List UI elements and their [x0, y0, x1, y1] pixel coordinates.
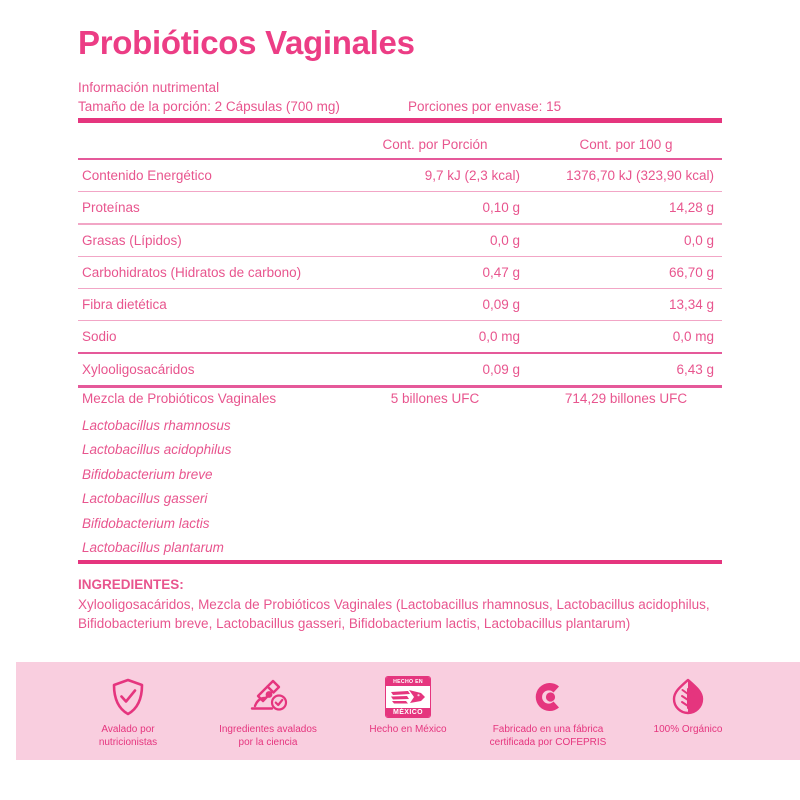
- row-per-serving: 0,0 g: [489, 232, 520, 248]
- table-row: [78, 192, 722, 223]
- hecho-en-mexico-icon: [385, 676, 431, 718]
- row-label: Proteínas: [82, 200, 140, 216]
- serving-info: [78, 78, 722, 116]
- ingredients-section: [78, 575, 726, 633]
- badge-label-line2: por la ciencia: [238, 736, 298, 748]
- badge-hecho-en-mexico: [342, 676, 474, 737]
- strain-item: Bifidobacterium breve: [82, 466, 213, 482]
- row-label: Grasas (Lípidos): [82, 232, 182, 248]
- row-label: Fibra dietética: [82, 296, 167, 312]
- serving-size: Tamaño de la porción: 2 Cápsulas (700 mg): [78, 99, 340, 114]
- badge-label: [219, 724, 317, 749]
- row-label: Carbohidratos (Hidratos de carbono): [82, 264, 302, 280]
- badge-label: [99, 724, 157, 749]
- shield-check-icon: [110, 676, 146, 718]
- row-label: Contenido Energético: [82, 168, 212, 184]
- page-title: Probióticos Vaginales: [78, 24, 415, 61]
- ingredients-top-rule: [78, 560, 722, 564]
- leaf-organic-icon: [669, 676, 707, 718]
- badge-organico: [622, 676, 754, 737]
- row-per-serving: 0,0 mg: [478, 329, 520, 345]
- badge-label: [654, 724, 723, 737]
- table-row: [78, 257, 722, 288]
- strain-item: Lactobacillus plantarum: [82, 540, 224, 555]
- nutrition-table: [78, 131, 722, 561]
- badge-label: [490, 724, 607, 749]
- badge-label-line1: Ingredientes avalados: [219, 724, 317, 735]
- row-per-100g: 13,34 g: [668, 296, 714, 312]
- badge-label-line1: Fabricado en una fábrica: [492, 724, 604, 735]
- badge-label-line2: nutricionistas: [98, 736, 158, 748]
- mexico-eagle-icon: [386, 686, 430, 708]
- strain-item: Lactobacillus acidophilus: [82, 442, 232, 457]
- certification-badges: [16, 662, 800, 760]
- badge-label-line2: certificada por COFEPRIS: [489, 736, 607, 748]
- badge-ingredientes-avalados: [202, 676, 334, 749]
- table-top-rule: [78, 118, 722, 123]
- strain-item: Lactobacillus rhamnosus: [82, 417, 231, 433]
- row-per-100g: 14,28 g: [668, 200, 714, 216]
- mexico-seal-bottom-text: MÉXICO: [386, 708, 430, 718]
- row-per-100g: 0,0 mg: [672, 329, 714, 345]
- mexico-seal-top-text: HECHO EN: [386, 677, 430, 686]
- row-per-serving: 0,47 g: [482, 264, 520, 280]
- row-per-serving: 9,7 kJ (2,3 kcal): [424, 168, 520, 184]
- cofepris-c-icon: [528, 676, 568, 718]
- table-row: [78, 321, 722, 352]
- probiotic-blend-row: [78, 388, 722, 414]
- table-row: [78, 160, 722, 191]
- table-header-per-serving: Cont. por Porción: [382, 137, 488, 152]
- row-per-serving: 0,09 g: [482, 296, 520, 312]
- badge-cofepris: [482, 676, 614, 749]
- badge-label-line1: Hecho en México: [369, 724, 447, 735]
- badge-avalado-por-nutricionistas: [62, 676, 194, 749]
- badge-label-line1: 100% Orgánico: [653, 724, 723, 735]
- strain-item: Lactobacillus gasseri: [82, 491, 208, 506]
- ingredients-text: Xylooligosacáridos, Mezcla de Probióticos Vaginales (Lactobacillus rhamnosus, Lactobacillus acidophilus, Bifidobacterium breve, Lactobacillus gasseri, Bifidobacterium lactis, Lactobacillus plantarum): [78, 597, 710, 631]
- microscope-check-icon: [246, 676, 290, 718]
- badge-label-line1: Avalado por: [101, 724, 155, 735]
- table-row: [78, 354, 722, 385]
- badge-label: [369, 724, 446, 737]
- nutrition-info-label: Información nutrimental: [78, 80, 220, 95]
- mexico-seal: [385, 676, 431, 718]
- row-per-100g: 66,70 g: [668, 264, 714, 280]
- row-label: Sodio: [82, 329, 117, 345]
- row-per-100g: 1376,70 kJ (323,90 kcal): [566, 168, 714, 184]
- serving-row: [78, 97, 722, 116]
- ingredients-heading: INGREDIENTES:: [78, 577, 184, 592]
- strain-item: Bifidobacterium lactis: [82, 515, 210, 531]
- row-label: Xylooligosacáridos: [82, 362, 195, 378]
- row-per-100g: 0,0 g: [683, 232, 714, 248]
- row-per-100g: 6,43 g: [676, 362, 714, 378]
- row-per-serving: 0,10 g: [482, 200, 520, 216]
- blend-label: Mezcla de Probióticos Vaginales: [82, 390, 277, 406]
- table-row: [78, 289, 722, 320]
- table-header-per-100g: Cont. por 100 g: [579, 137, 673, 152]
- blend-per-serving: 5 billones UFC: [390, 390, 480, 406]
- blend-per-100g: 714,29 billones UFC: [564, 390, 688, 406]
- servings-per-container: Porciones por envase: 15: [408, 99, 562, 114]
- table-header-row: [78, 131, 722, 158]
- row-per-serving: 0,09 g: [482, 362, 520, 378]
- table-row: [78, 225, 722, 256]
